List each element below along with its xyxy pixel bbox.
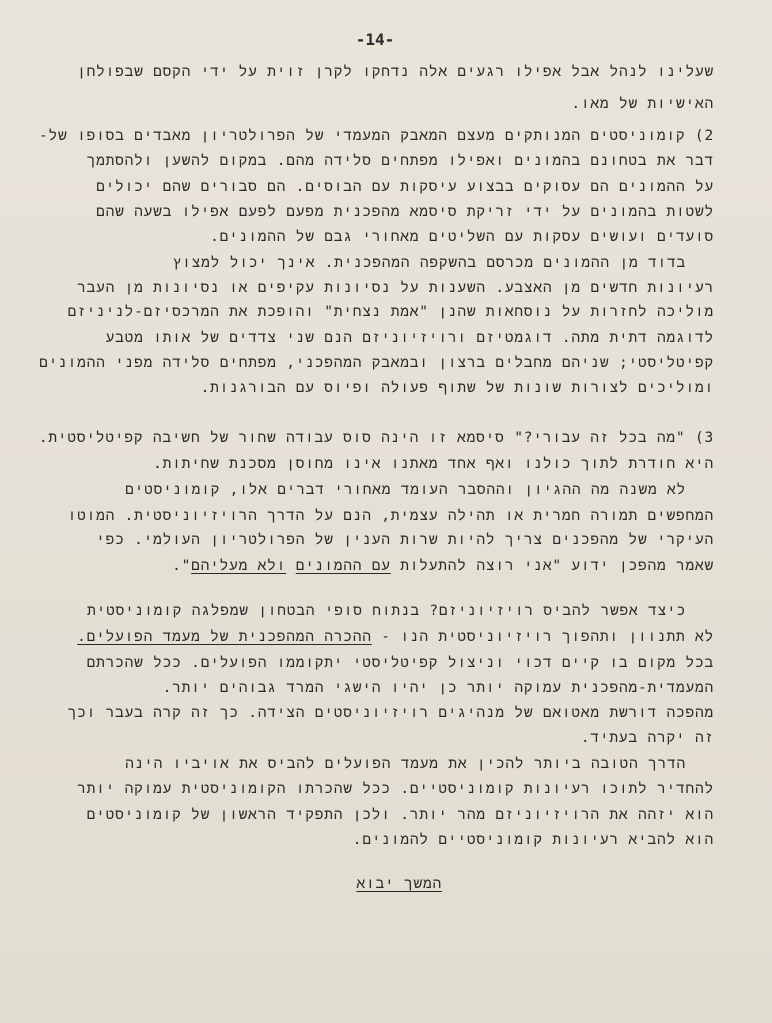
text-line: 2) קומוניסטים המנותקים מעצם המאבק המעמדי של הפרולטריון מאבדים בסופו של-: [39, 128, 714, 144]
underlined-phrase: עם ההמונים: [295, 558, 391, 574]
text-line: רעיונות חדשים מן האצבע. השענות על נסיונות עקיפים או נסיונות מן העבר: [77, 280, 714, 296]
text-line: העיקרי של מהפכנים צריך להיות שרות הענין של הפרולטריון העולמי. כפי: [96, 532, 714, 548]
text-line: [77, 627, 714, 647]
text-line: היא חודרת לתוך כולנו ואף אחד מאתנו אינו מחוסן מסכנת שחיתות.: [153, 456, 714, 472]
text-line: כיצד אפשר להביס רויזיוניזם? בנתוח סופי הבטחון שמפלגה קומוניסטית: [87, 603, 686, 619]
text-line: להחדיר לתוכו רעיונות קומוניסטיים. ככל שהכרתו הקומוניסטית עמוקה יותר: [77, 781, 714, 797]
text-line: לא משנה מה ההגיון וההסבר העומד מאחורי דברים אלו, קומוניסטים: [125, 482, 686, 498]
text-line: מוליכה לחזרות על נוסחאות שהנן "אמת נצחית" והופכת את המרכסיזם-לניניזם: [67, 304, 714, 320]
text-segment: ".: [172, 558, 192, 574]
text-line: המעמדית-מהפכנית עמוקה יותר כן יהיו הישגי המרד גבוהים יותר.: [162, 680, 714, 696]
continued-label: המשך יבוא: [356, 876, 442, 892]
page-number: -14-: [355, 30, 395, 49]
text-line: בכל מקום בו קיים דכוי וניצול קפיטליסטי יתקוממו הפועלים. ככל שהכרתם: [86, 655, 714, 671]
text-line: [172, 556, 714, 576]
underlined-phrase: ולא מעליהם: [191, 558, 287, 574]
text-line: שעלינו לנהל אבל אפילו רגעים אלה נדחקו לקרן זוית על ידי הקסם שבפולחן: [77, 64, 714, 80]
text-line: מהפכה דורשת מאטואם של מנהיגים רויזיוניסטים הצידה. כך זה קרה בעבר וכך: [67, 705, 714, 721]
text-segment: שאמר מהפכן ידוע "אני רוצה להתעלות: [390, 558, 714, 574]
text-segment: לא תתנוון ותהפוך רויזיוניסטית הנו -: [371, 629, 714, 645]
text-segment: [286, 558, 296, 574]
text-line: האישיות של מאו.: [571, 96, 714, 112]
text-line: 3) "מה בכל זה עבורי?" סיסמא זו הינה סוס עבודה שחור של חשיבה קפיטליסטית.: [38, 430, 714, 446]
text-line: קפיטליסטי; שניהם מחבלים ברצון ובמאבק המהפכני, מפתחים סלידה מפני ההמונים: [39, 355, 714, 371]
text-line: זה יקרה בעתיד.: [580, 730, 714, 746]
text-line: הדרך הטובה ביותר להכין את מעמד הפועלים להביס את אויביו הינה: [125, 756, 686, 772]
continuation-note: [356, 874, 442, 894]
underlined-phrase: ההכרה המהפכנית של מעמד הפועלים.: [77, 629, 372, 645]
text-line: הוא יזהה את הרויזיוניזם מהר יותר. ולכן התפקיד הראשון של קומוניסטים: [86, 807, 714, 823]
text-line: לדוגמה דתית מתה. דוגמטיזם ורויזיוניזם הנם שני צדדים של אותו מטבע: [105, 330, 714, 346]
text-line: המחפשים תמורה חמרית או תהילה עצמית, הנם על הדרך הרויזיוניסטית. המוטו: [67, 508, 714, 524]
text-line: ומוליכים לצורות שונות של שתוף פעולה ופיוס עם הבורגנות.: [200, 380, 714, 396]
text-line: על ההמונים הם עסוקים בבצוע עיסקות עם הבוסים. הם סבורים שהם יכולים: [96, 179, 714, 195]
text-line: דבר את בטחונם בהמונים ואפילו מפתחים סלידה מהם. במקום להשען ולהסתמך: [86, 153, 714, 169]
text-line: הוא להביא רעיונות קומוניסטיים להמונים.: [352, 832, 714, 848]
text-line: לשטות בהמונים על ידי זריקת סיסמא מהפכנית מפעם לפעם אפילו בשעה שהם: [96, 204, 714, 220]
text-line: בדוד מן ההמונים מכרסם בהשקפה המהפכנית. אינך יכול למצוץ: [172, 255, 686, 271]
text-line: סועדים ועושים עסקות עם השליטים מאחורי גבם של ההמונים.: [210, 229, 714, 245]
